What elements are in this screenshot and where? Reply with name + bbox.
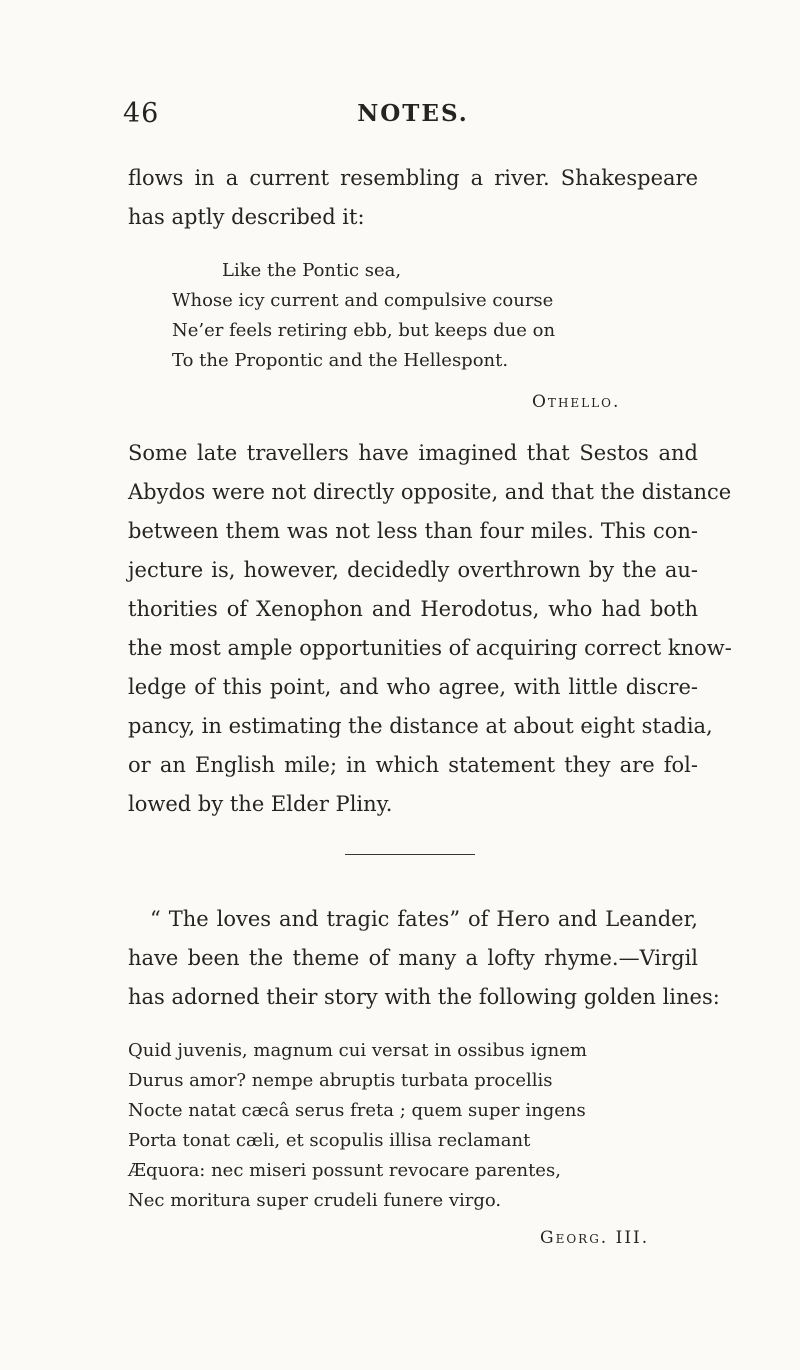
paragraph-line: lowed by the Elder Pliny.	[128, 792, 393, 816]
verse-attribution: Georg. III.	[540, 1228, 650, 1248]
verse-line: To the Propontic and the Hellespont.	[172, 350, 509, 371]
verse-line: Like the Pontic sea,	[222, 260, 402, 281]
paragraph-line: ledge of this point, and who agree, with little discre-	[128, 675, 698, 699]
verse-line: Quid juvenis, magnum cui versat in ossibus ignem	[128, 1040, 587, 1061]
verse-line: Whose icy current and compulsive course	[172, 290, 554, 311]
verse-line: Nocte natat cæcâ serus freta ; quem super ingens	[128, 1100, 586, 1121]
verse-line: Porta tonat cæli, et scopulis illisa reclamant	[128, 1130, 531, 1151]
verse-line: Æquora: nec miseri possunt revocare parentes,	[128, 1160, 561, 1181]
verse-line: Nec moritura super crudeli funere virgo.	[128, 1190, 502, 1211]
paragraph-line: pancy, in estimating the distance at about eight stadia,	[128, 714, 713, 738]
paragraph-line: have been the theme of many a lofty rhyme.—Virgil	[128, 946, 698, 970]
paragraph-line: has adorned their story with the following golden lines:	[128, 985, 720, 1009]
verse-attribution: Othello.	[532, 392, 621, 412]
paragraph-line: thorities of Xenophon and Herodotus, who had both	[128, 597, 698, 621]
paragraph-line: the most ample opportunities of acquiring correct know-	[128, 636, 732, 660]
paragraph-line: flows in a current resembling a river. Shakespeare	[128, 166, 698, 190]
page-number: 46	[123, 98, 160, 129]
verse-line: Ne’er feels retiring ebb, but keeps due on	[172, 320, 556, 341]
paragraph-line: Abydos were not directly opposite, and that the distance	[128, 480, 732, 504]
paragraph-line: or an English mile; in which statement they are fol-	[128, 753, 698, 777]
page-header	[123, 98, 703, 138]
paragraph-line: “ The loves and tragic fates” of Hero and Leander,	[150, 907, 698, 931]
running-title: NOTES.	[357, 100, 469, 127]
section-divider	[345, 854, 475, 855]
paragraph-line: has aptly described it:	[128, 205, 365, 229]
paragraph-line: between them was not less than four miles. This con-	[128, 519, 698, 543]
paragraph-line: jecture is, however, decidedly overthrown by the au-	[128, 558, 698, 582]
paragraph-line: Some late travellers have imagined that Sestos and	[128, 441, 698, 465]
verse-line: Durus amor? nempe abruptis turbata procellis	[128, 1070, 553, 1091]
